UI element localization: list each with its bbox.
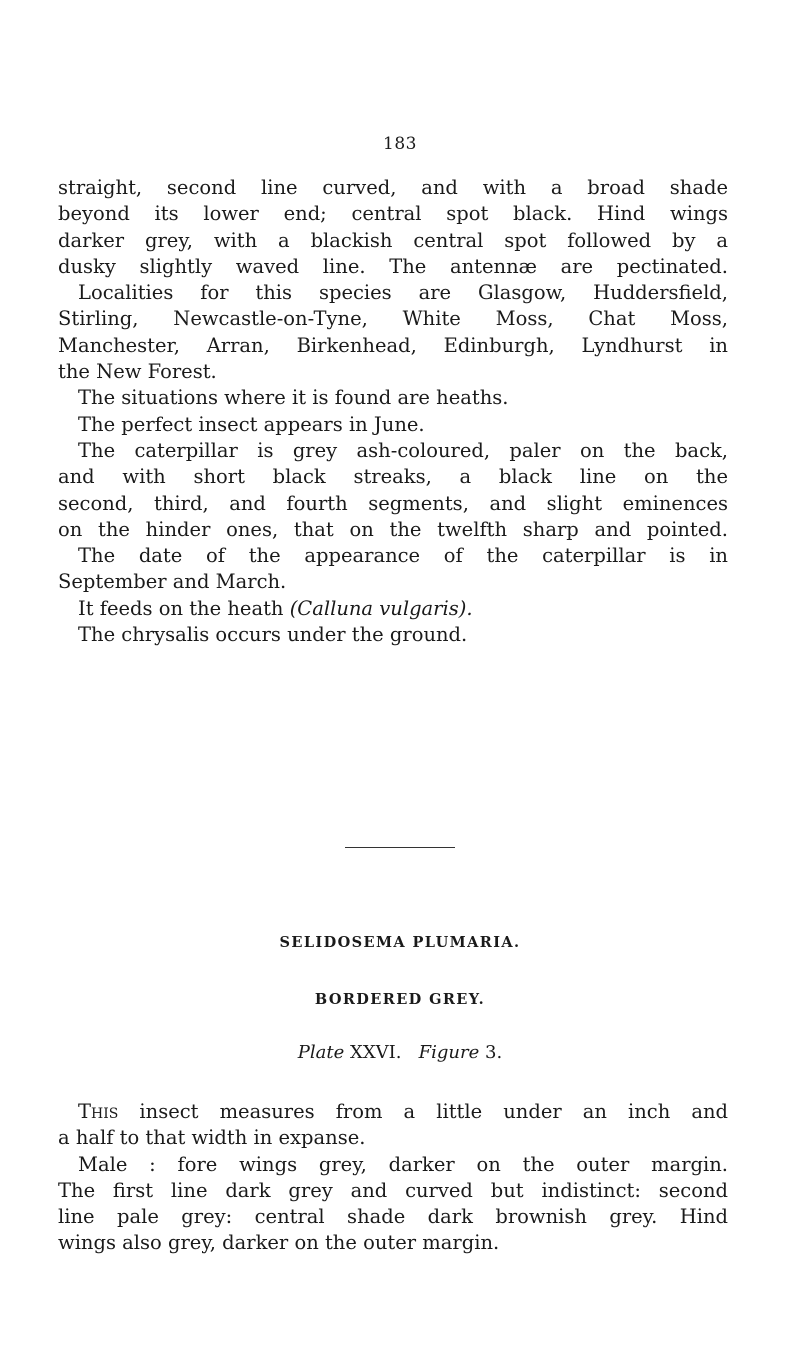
text-line: on the hinder ones, that on the twelfth sharp and pointed. xyxy=(58,517,728,541)
text-line: wings also grey, darker on the outer margin. xyxy=(58,1231,500,1255)
text-line: Manchester, Arran, Birkenhead, Edinburgh, Lyndhurst in xyxy=(58,333,728,357)
text-line-rest: insect measures from a little under an inch and xyxy=(118,1100,728,1123)
text-line: straight, second line curved, and with a broad shade xyxy=(58,176,728,199)
text-line: The caterpillar is grey ash-coloured, paler on the back, xyxy=(78,438,728,462)
latin-name: (Calluna vulgaris). xyxy=(289,596,473,620)
text-line: Localities for this species are Glasgow, Huddersfield, xyxy=(78,281,728,305)
text-line: The perfect insect appears in June. xyxy=(78,412,425,436)
text-line: The situations where it is found are heaths. xyxy=(78,386,509,410)
text-line xyxy=(58,1099,728,1125)
text-line: a half to that width in expanse. xyxy=(58,1126,366,1150)
text-line: darker grey, with a blackish central spot followed by a xyxy=(58,228,728,252)
text-line: line pale grey: central shade dark brownish grey. Hind xyxy=(58,1205,728,1229)
text-line: The chrysalis occurs under the ground. xyxy=(78,623,468,647)
food-plant-text: It feeds on the heath xyxy=(78,596,284,620)
plate-number: XXVI. xyxy=(350,1042,402,1063)
figure-number: 3. xyxy=(485,1042,503,1063)
section-divider xyxy=(345,847,455,848)
text-line: September and March. xyxy=(58,570,287,594)
figure-label: Figure xyxy=(418,1042,480,1063)
text-line: Male : fore wings grey, darker on the outer margin. xyxy=(78,1152,728,1176)
text-line: The first line dark grey and curved but indistinct: second xyxy=(58,1178,728,1202)
text-line: The date of the appearance of the caterpillar is in xyxy=(78,544,728,568)
text-line: beyond its lower end; central spot black. Hind wings xyxy=(58,202,728,226)
plate-reference xyxy=(0,1042,800,1063)
text-line: second, third, and fourth segments, and slight eminences xyxy=(58,491,728,515)
text-line: the New Forest. xyxy=(58,360,217,384)
text-line: Stirling, Newcastle-on-Tyne, White Moss, Chat Moss, xyxy=(58,307,728,331)
first-word: This xyxy=(78,1100,119,1123)
text-line: and with short black streaks, a black line on the xyxy=(58,465,728,489)
text-line: dusky slightly waved line. The antennæ are pectinated. xyxy=(58,254,728,278)
plate-label: Plate xyxy=(297,1042,345,1063)
text-block-description xyxy=(58,175,728,648)
text-line xyxy=(58,596,728,622)
species-heading: SELIDOSEMA PLUMARIA. xyxy=(279,934,521,951)
common-name-heading: BORDERED GREY. xyxy=(314,991,486,1008)
page-number: 183 xyxy=(383,134,417,154)
text-block-species xyxy=(58,1099,728,1257)
